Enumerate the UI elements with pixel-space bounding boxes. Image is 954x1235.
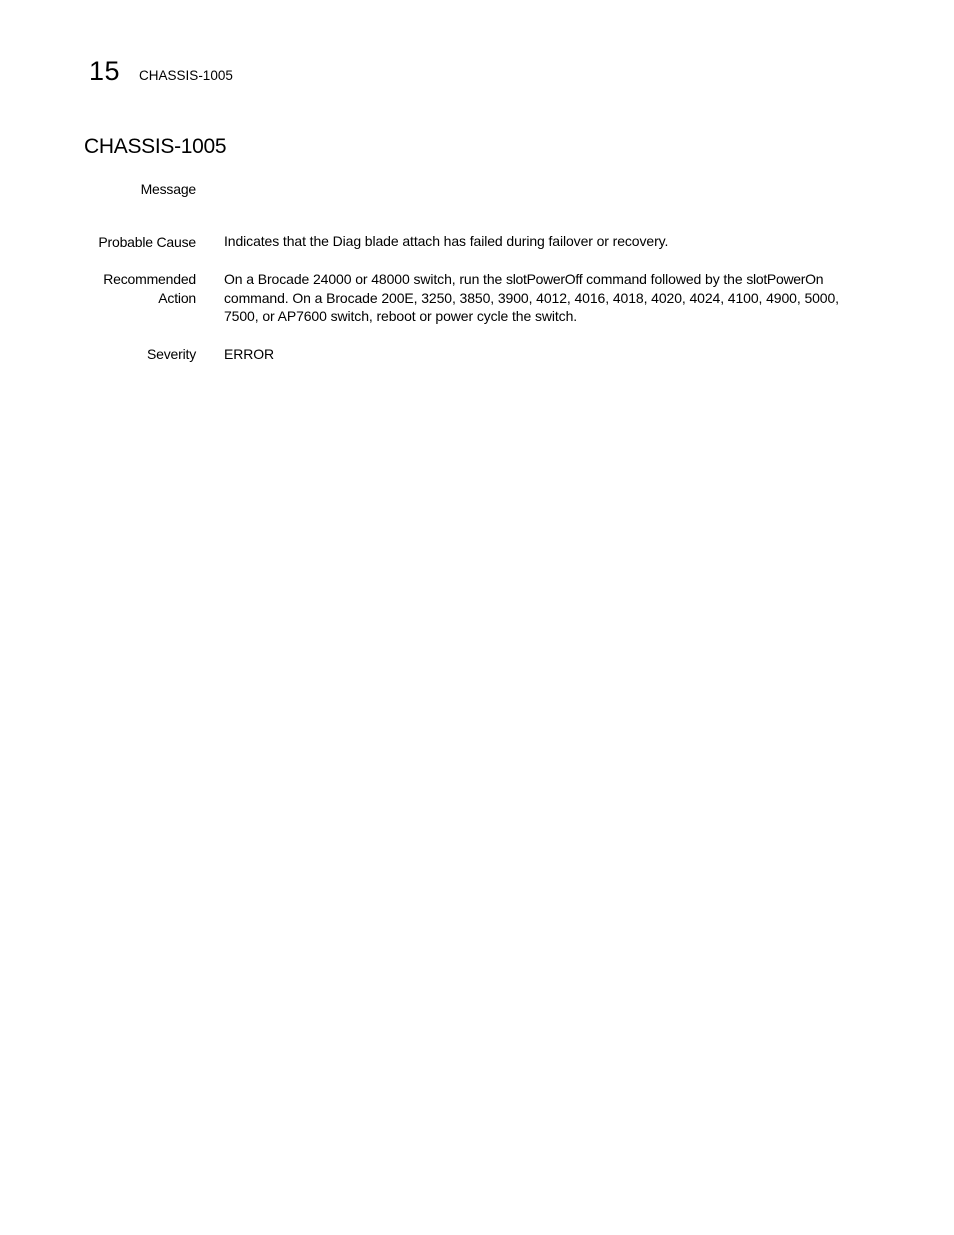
severity-value: ERROR [224, 346, 275, 362]
message-label: Message [140, 181, 196, 197]
command-slotpoweron: slotPowerOn [746, 271, 824, 287]
recommended-action-value [224, 270, 874, 326]
action-text-2: command followed by the [582, 271, 747, 287]
chapter-number: 15 [89, 56, 121, 86]
section-title: CHASSIS-1005 [84, 135, 227, 158]
probable-cause-value: Indicates that the Diag blade attach has failed during failover or recovery. [224, 233, 669, 249]
page-header [89, 55, 233, 87]
running-head: CHASSIS-1005 [139, 68, 233, 83]
severity-label: Severity [147, 346, 196, 362]
recommended-action-label [66, 270, 196, 308]
action-text-1: On a Brocade 24000 or 48000 switch, run the [224, 271, 507, 287]
command-slotpoweroff: slotPowerOff [506, 271, 583, 287]
recommended-action-label-line2: Action [158, 290, 196, 306]
probable-cause-label: Probable Cause [98, 234, 196, 250]
recommended-action-label-line1: Recommended [103, 271, 196, 287]
action-text-3: command. On a Brocade 200E, 3250, 3850, 3900, 4012, 4016, 4018, 4020, 4024, 4100, 4900, 5000, 7500, or AP7600 switch, reboot or power cycle the switch. [224, 289, 839, 324]
